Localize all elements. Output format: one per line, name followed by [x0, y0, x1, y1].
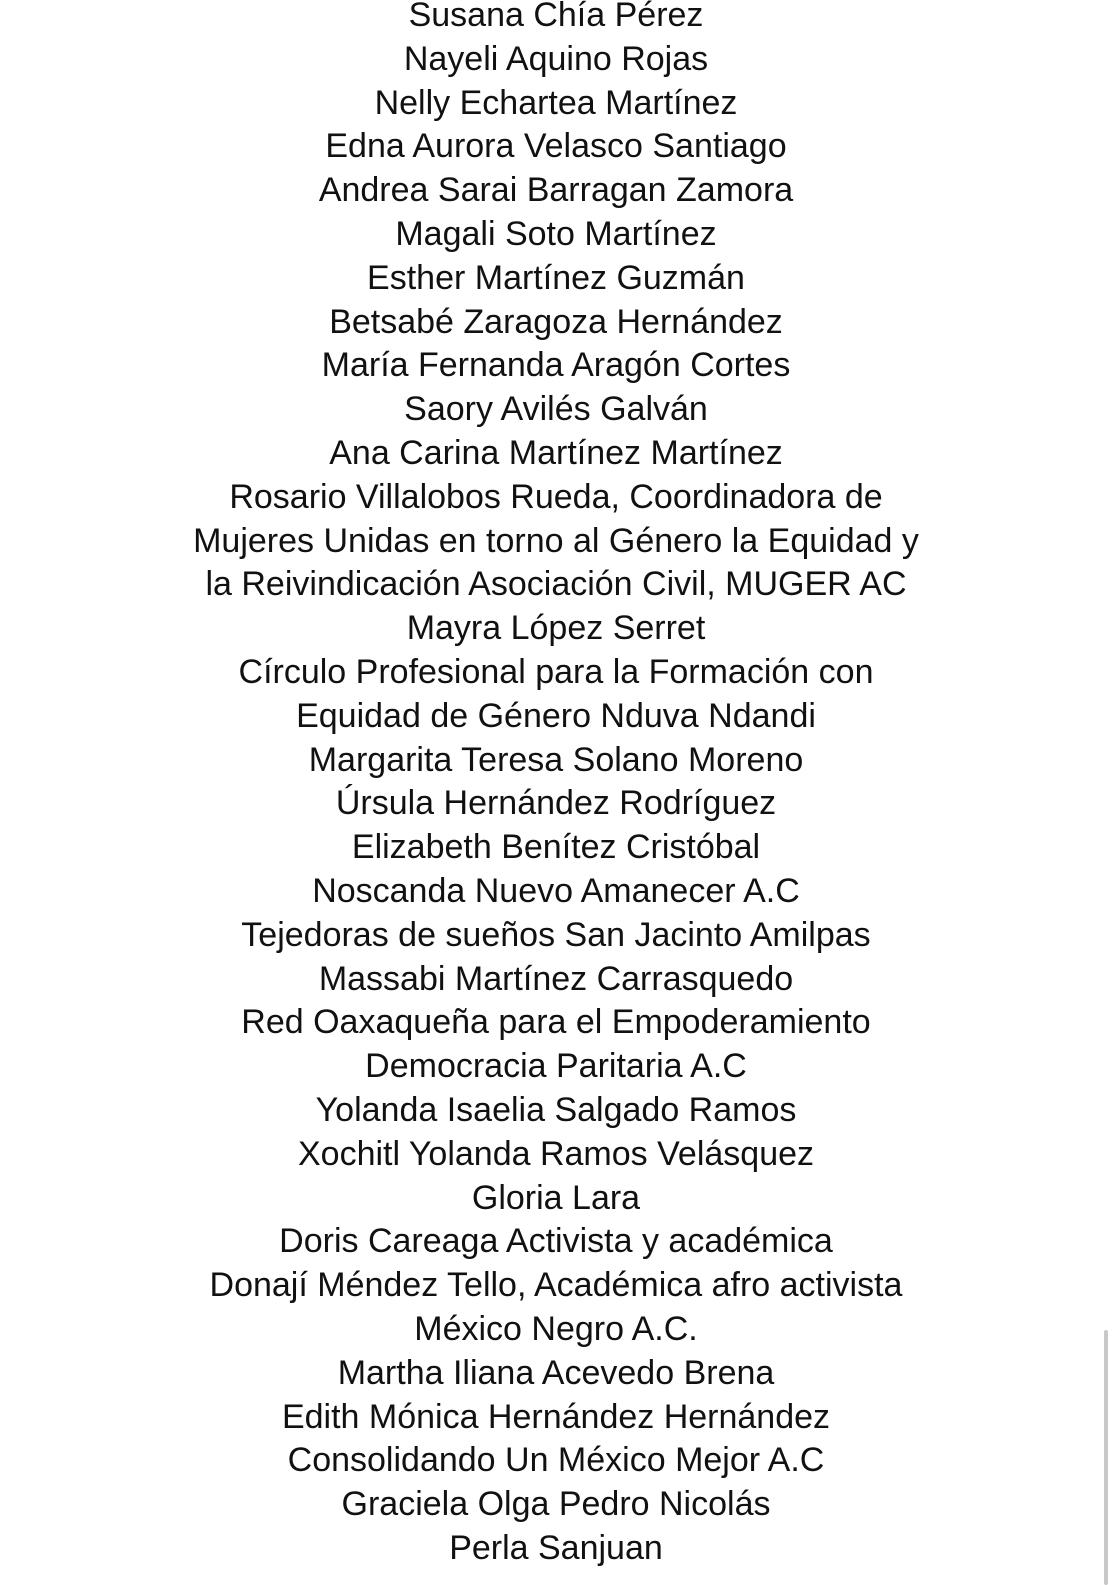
list-line: Democracia Paritaria A.C	[365, 1047, 747, 1086]
list-line: Nelly Echartea Martínez	[374, 83, 738, 122]
list-line: México Negro A.C.	[414, 1309, 698, 1348]
list-line: Gloria Lara	[471, 1178, 641, 1217]
list-line: Equidad de Género Nduva Ndandi	[296, 696, 816, 735]
list-line: María Fernanda Aragón Cortes	[321, 346, 791, 385]
list-line: Red Oaxaqueña para el Empoderamiento	[241, 1003, 871, 1042]
list-line: Susana Chía Pérez	[408, 0, 704, 34]
list-line: Rosario Villalobos Rueda, Coordinadora de	[229, 477, 883, 516]
list-line: Margarita Teresa Solano Moreno	[308, 740, 804, 779]
vertical-scrollbar[interactable]	[1104, 1330, 1108, 1585]
list-line: Consolidando Un México Mejor A.C	[287, 1441, 825, 1480]
list-line: Xochitl Yolanda Ramos Velásquez	[297, 1134, 815, 1173]
list-line: Magali Soto Martínez	[395, 214, 717, 253]
list-line: Donají Méndez Tello, Académica afro activista	[209, 1266, 903, 1305]
list-line: Perla Sanjuan	[449, 1528, 663, 1567]
list-line: Úrsula Hernández Rodríguez	[335, 784, 777, 823]
list-line: Círculo Profesional para la Formación con	[238, 652, 874, 691]
list-line: Saory Avilés Galván	[404, 390, 708, 429]
list-line: Betsabé Zaragoza Hernández	[329, 302, 783, 341]
list-line: Ana Carina Martínez Martínez	[329, 433, 783, 472]
list-line: Esther Martínez Guzmán	[367, 258, 745, 297]
list-line: Noscanda Nuevo Amanecer A.C	[312, 871, 800, 910]
list-line: Martha Iliana Acevedo Brena	[337, 1353, 775, 1392]
list-line: Tejedoras de sueños San Jacinto Amilpas	[241, 915, 871, 954]
list-line: Nayeli Aquino Rojas	[403, 39, 709, 78]
list-line: Edna Aurora Velasco Santiago	[325, 127, 787, 166]
list-line: Elizabeth Benítez Cristóbal	[351, 828, 761, 867]
list-line: Mujeres Unidas en torno al Género la Equidad y	[193, 521, 919, 560]
list-line: Mayra López Serret	[406, 609, 706, 648]
list-line: Graciela Olga Pedro Nicolás	[341, 1485, 771, 1524]
list-line: Andrea Sarai Barragan Zamora	[318, 171, 794, 210]
list-line: Yolanda Isaelia Salgado Ramos	[315, 1090, 797, 1129]
list-line: la Reivindicación Asociación Civil, MUGER AC	[205, 565, 907, 604]
list-line: Massabi Martínez Carrasquedo	[318, 959, 794, 998]
list-line: Doris Careaga Activista y académica	[279, 1222, 833, 1261]
list-line: Edith Mónica Hernández Hernández	[281, 1397, 831, 1436]
